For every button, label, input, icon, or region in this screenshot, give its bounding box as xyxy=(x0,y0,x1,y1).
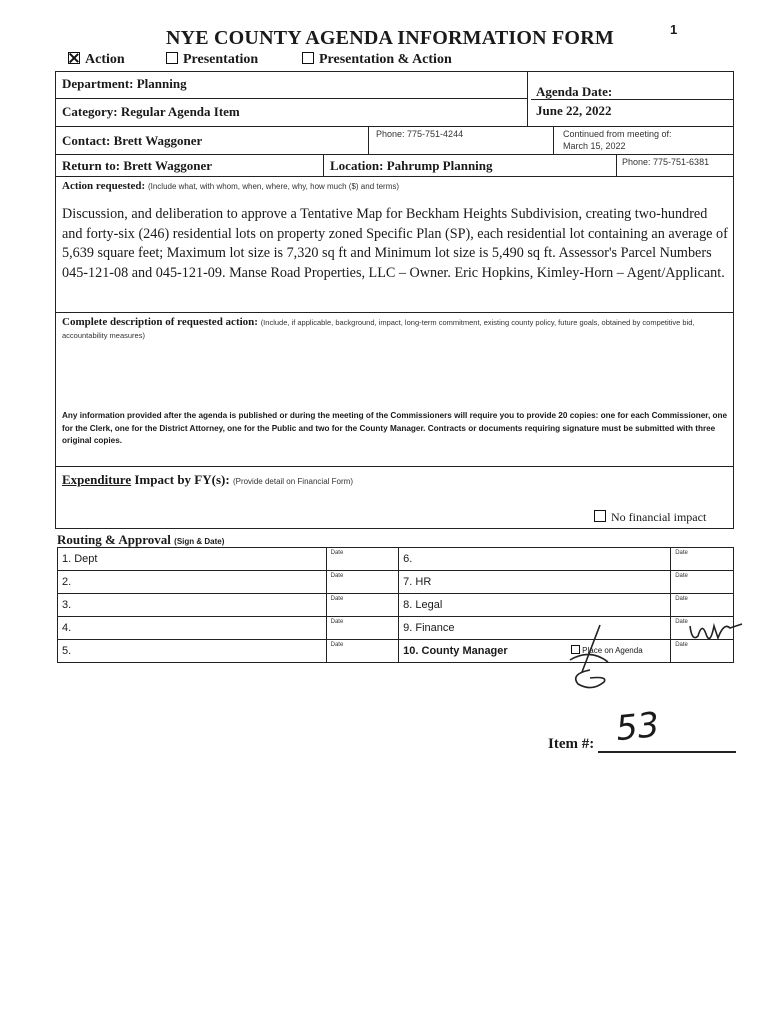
routing-cell[interactable]: 6. xyxy=(399,548,671,571)
no-financial-impact-option[interactable]: No financial impact xyxy=(594,510,706,525)
form-title: NYE COUNTY AGENDA INFORMATION FORM xyxy=(166,27,614,49)
presentation-checkbox-icon xyxy=(166,52,178,64)
type-option-presentation[interactable]: Presentation xyxy=(166,52,258,68)
no-financial-impact-checkbox-icon xyxy=(594,510,606,522)
routing-cell[interactable]: 1. Dept xyxy=(58,548,327,571)
continued-label: Continued from meeting of: xyxy=(563,129,672,139)
place-on-agenda-option[interactable]: Place on Agenda xyxy=(571,645,643,655)
routing-cell[interactable]: 7. HR xyxy=(399,571,671,594)
county-manager-signature-icon xyxy=(560,620,630,695)
date-cell[interactable]: Date xyxy=(671,571,734,594)
presentation-action-checkbox-icon xyxy=(302,52,314,64)
routing-cell[interactable]: 4. xyxy=(58,617,327,640)
agenda-date-value: June 22, 2022 xyxy=(536,103,612,118)
complete-description-header: Complete description of requested action: (Include, if applicable, background, impact, long-term commitment, existing county policy, future goals, obtained by competitive bid, accountability measures) xyxy=(62,316,695,340)
return-phone: Phone: 775-751-6381 xyxy=(622,157,710,167)
routing-cell[interactable]: 9. Finance xyxy=(399,617,671,640)
type-option-action[interactable]: Action xyxy=(68,52,125,68)
date-cell[interactable]: Date xyxy=(671,617,734,640)
routing-cell[interactable]: 10. County Manager Place on Agenda xyxy=(399,640,671,663)
info-notice: Any information provided after the agenda is published or during the meeting of the Commissioners will require you to provide 20 copies: one for each Commissioner, one for the Clerk, one for the District Attorney, one for the Public and two for the County Manager. Contracts or documents requiring signature must be submitted with three original copies. xyxy=(62,411,728,445)
item-label: Item #: xyxy=(548,736,595,752)
date-cell[interactable]: Date xyxy=(326,617,399,640)
routing-row xyxy=(58,594,734,617)
category-field: Category: Regular Agenda Item xyxy=(62,104,240,119)
routing-row xyxy=(58,548,734,571)
routing-row xyxy=(58,640,734,663)
routing-cell[interactable]: 2. xyxy=(58,571,327,594)
routing-cell[interactable]: 5. xyxy=(58,640,327,663)
routing-header: Routing & Approval (Sign & Date) xyxy=(57,532,225,547)
contact-phone: Phone: 775-751-4244 xyxy=(376,129,464,139)
date-cell[interactable]: Date xyxy=(326,594,399,617)
date-cell[interactable]: Date xyxy=(326,571,399,594)
finance-signature-icon xyxy=(684,612,746,648)
location-field: Location: Pahrump Planning xyxy=(330,158,493,173)
routing-row xyxy=(58,617,734,640)
action-checkbox-icon xyxy=(68,52,80,64)
action-requested-header: Action requested: (Include what, with whom, when, where, why, how much ($) and terms) xyxy=(62,180,400,192)
continued-date: March 15, 2022 xyxy=(563,141,626,151)
department-field: Department: Planning xyxy=(62,76,187,91)
agenda-date-label: Agenda Date: xyxy=(536,84,613,99)
date-cell[interactable]: Date xyxy=(326,548,399,571)
page-number: 1 xyxy=(670,22,678,37)
item-number: 53 xyxy=(614,704,662,750)
date-cell[interactable]: Date xyxy=(671,594,734,617)
return-to-field: Return to: Brett Waggoner xyxy=(62,158,213,173)
date-cell[interactable]: Date xyxy=(326,640,399,663)
routing-row xyxy=(58,571,734,594)
routing-table xyxy=(57,547,734,663)
routing-cell[interactable]: 3. xyxy=(58,594,327,617)
type-option-presentation-action[interactable]: Presentation & Action xyxy=(302,52,452,68)
routing-cell[interactable]: 8. Legal xyxy=(399,594,671,617)
contact-field: Contact: Brett Waggoner xyxy=(62,133,203,148)
expenditure-header: Expenditure Impact by FY(s): (Provide detail on Financial Form) xyxy=(62,472,353,487)
action-requested-text: Discussion, and deliberation to approve a Tentative Map for Beckham Heights Subdivision, creating two-hundred and forty-six (246) residential lots on property zoned Specific Plan (SP), each residential lot containing an average of 5,639 square feet; Maximum lot size is 7,320 sq ft and Minimum lot size is 5,490 sq ft. Assessor's Parcel Numbers 045-121-08 and 045-121-09. Manse Road Properties, LLC – Owner. Eric Hopkins, Kimley-Horn – Agent/Applicant. xyxy=(62,206,728,281)
date-cell[interactable]: Date xyxy=(671,640,734,663)
date-cell[interactable]: Date xyxy=(671,548,734,571)
